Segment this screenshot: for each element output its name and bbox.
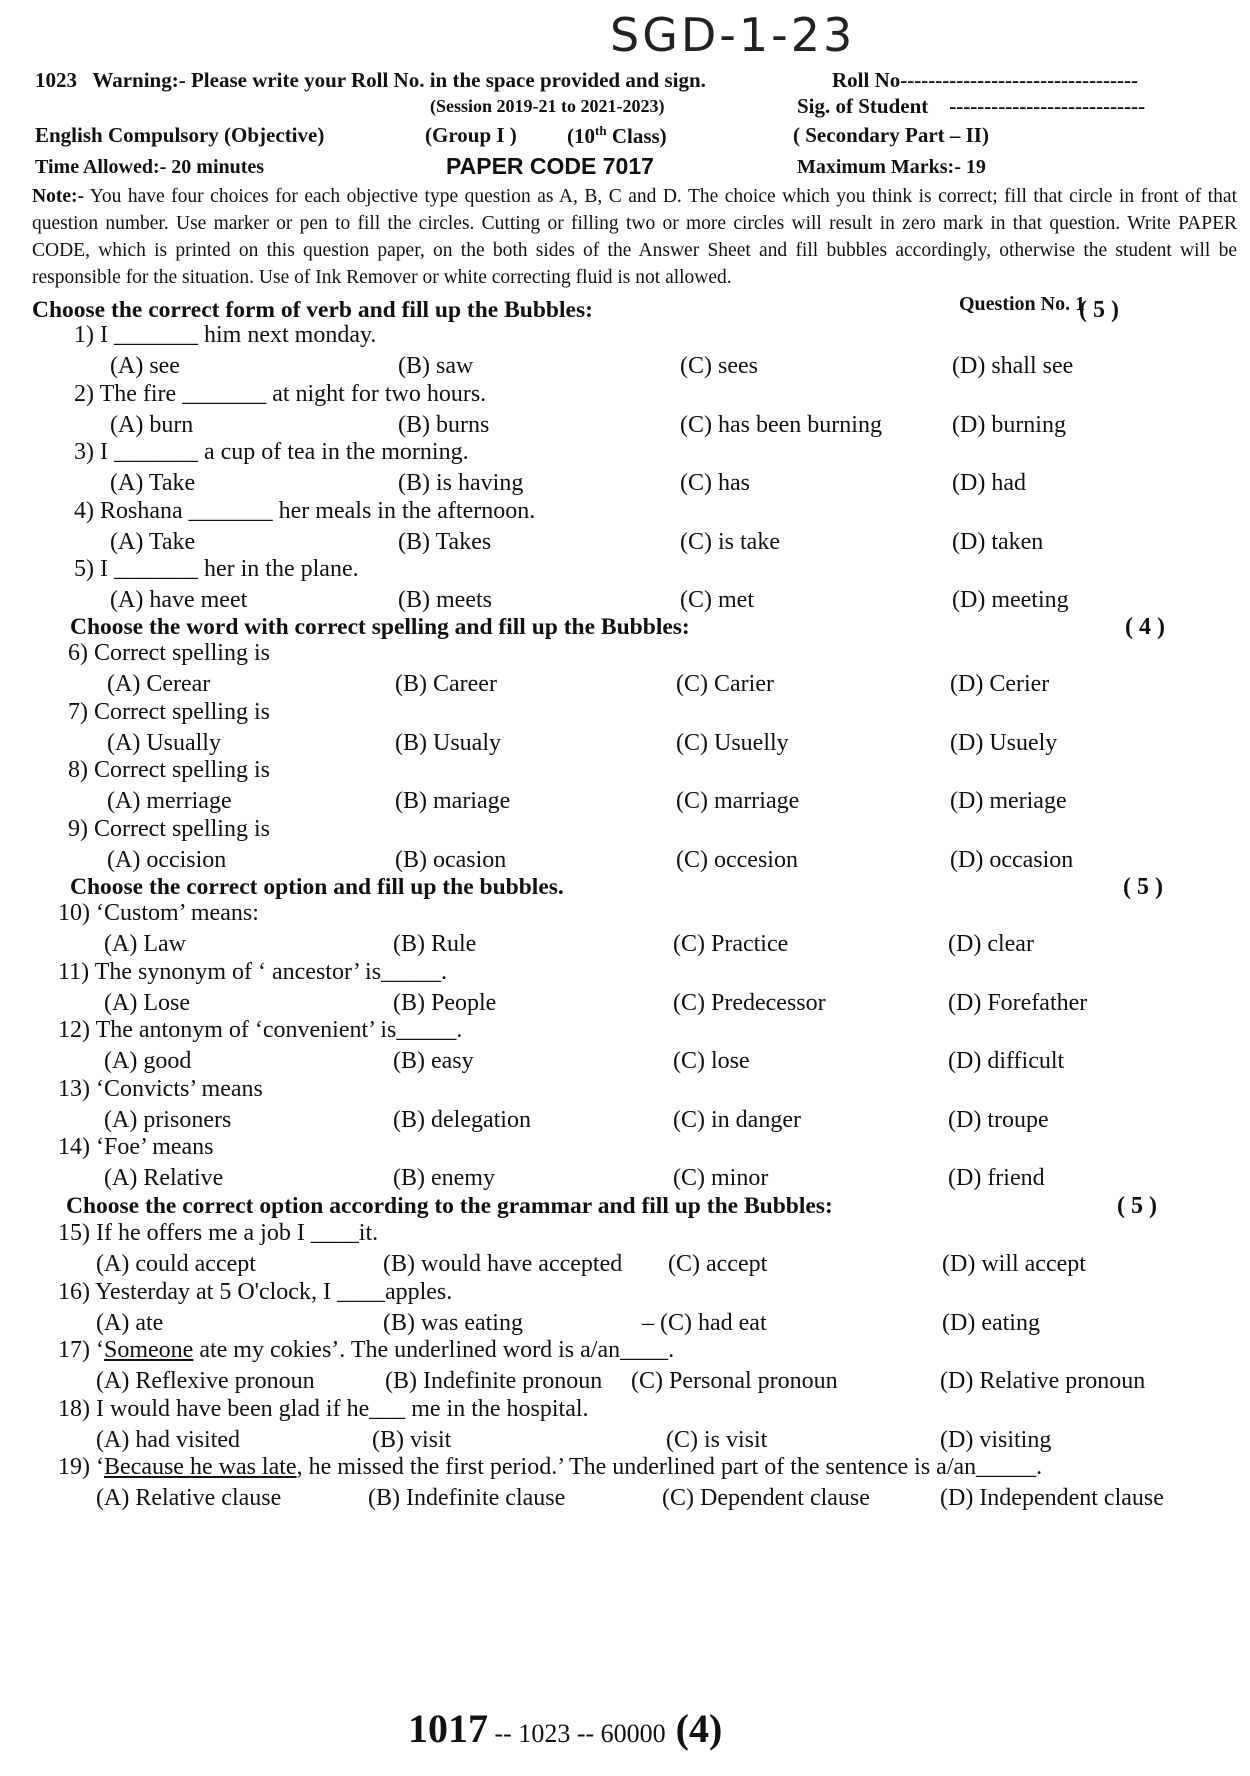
answer-option: (A) Usually [107, 730, 221, 756]
section-marks: ( 5 ) [1117, 1193, 1157, 1219]
answer-option: (B) Rule [393, 931, 477, 957]
answer-option: (D) Forefather [948, 990, 1088, 1016]
question-number: 18) [58, 1396, 90, 1422]
answer-option: (C) minor [673, 1165, 769, 1191]
section-title: Choose the correct form of verb and fill up the Bubbles: [32, 297, 593, 323]
answer-option: (C) lose [673, 1048, 750, 1074]
answer-option: (B) burns [398, 412, 490, 438]
question-text: If he offers me a job I ____it. [96, 1220, 379, 1246]
answer-option: (A) had visited [96, 1427, 240, 1453]
question-text: ‘Custom’ means: [96, 900, 259, 926]
question-number: Question No. 1 [959, 293, 1086, 315]
answer-option: (A) Take [110, 529, 196, 555]
student-signature [797, 94, 1145, 119]
answer-option: (B) visit [372, 1427, 452, 1453]
question-text: ‘Foe’ means [96, 1134, 214, 1160]
class-superscript: th [595, 123, 607, 138]
roll-no-label: Roll No [832, 68, 901, 92]
answer-option: (D) burning [952, 412, 1066, 438]
answer-option: (A) Relative [104, 1165, 224, 1191]
question-text: Roshana _______ her meals in the afternoon. [100, 498, 536, 524]
section-marks: ( 5 ) [1079, 297, 1119, 323]
question-text: Correct spelling is [94, 816, 270, 842]
answer-option: (C) occesion [676, 847, 798, 873]
underlined-text: Because he was late [104, 1454, 297, 1480]
answer-option: (D) Cerier [950, 671, 1050, 697]
question-number: 4) [74, 498, 94, 524]
question-number: 7) [68, 699, 88, 725]
answer-option: (A) Relative clause [96, 1485, 282, 1511]
question-number: 14) [58, 1134, 90, 1160]
answer-option: (D) troupe [948, 1107, 1049, 1133]
answer-option: (C) Usuelly [676, 730, 789, 756]
question-stem [74, 498, 535, 525]
question-number: 6) [68, 640, 88, 666]
answer-option: (C) in danger [673, 1107, 801, 1133]
answer-option: (B) easy [393, 1048, 474, 1074]
answer-option: (A) have meet [110, 587, 248, 613]
question-text: ‘ [96, 1337, 104, 1363]
question-text: I _______ her in the plane. [100, 556, 359, 582]
answer-option: (A) see [110, 353, 180, 379]
answer-option: (C) sees [680, 353, 758, 379]
question-text: The synonym of ‘ ancestor’ is_____. [94, 959, 448, 985]
question-stem [74, 439, 469, 466]
answer-option: (A) Take [110, 470, 196, 496]
signature-field: ---------------------------- [949, 94, 1146, 118]
handwritten-code: SGD-1-23 [610, 8, 856, 62]
note-label: Note:- [32, 186, 84, 207]
answer-option: (D) clear [948, 931, 1034, 957]
answer-option: (B) Usualy [395, 730, 501, 756]
section-title: Choose the correct option and fill up the bubbles. [70, 874, 564, 900]
answer-option: (C) accept [668, 1251, 768, 1277]
question-stem [58, 1134, 214, 1161]
answer-option: (B) Indefinite clause [368, 1485, 566, 1511]
answer-option: (A) merriage [107, 788, 232, 814]
question-stem [58, 1396, 589, 1423]
instructions-note [32, 183, 1237, 291]
answer-option: (B) Indefinite pronoun [385, 1368, 603, 1394]
class-word: Class [611, 124, 660, 148]
answer-option: (D) taken [952, 529, 1044, 555]
section-title: Choose the word with correct spelling and fill up the Bubbles: [70, 614, 690, 640]
answer-option: (D) visiting [940, 1427, 1052, 1453]
question-stem [74, 322, 376, 349]
answer-option: (C) Personal pronoun [631, 1368, 838, 1394]
roll-no-field: ---------------------------------- [900, 68, 1139, 92]
section-marks: ( 5 ) [1123, 874, 1163, 900]
answer-option: (A) burn [110, 412, 194, 438]
question-text: I would have been glad if he___ me in the hospital. [96, 1396, 589, 1422]
footer-code [408, 1705, 722, 1752]
question-text: The antonym of ‘convenient’ is_____. [95, 1017, 463, 1043]
answer-option: (B) delegation [393, 1107, 531, 1133]
maximum-marks: Maximum Marks:- 19 [797, 156, 986, 178]
answer-option: (B) ocasion [395, 847, 507, 873]
answer-option: (A) Lose [104, 990, 190, 1016]
signature-label: Sig. of Student [797, 94, 929, 118]
answer-option: (D) difficult [948, 1048, 1065, 1074]
footer-print-run: -- 1023 -- 60000 [488, 1719, 666, 1748]
answer-option: (D) eating [942, 1310, 1040, 1336]
warning-text: Warning:- Please write your Roll No. in the space provided and sign. [92, 68, 706, 92]
question-number: 12) [58, 1017, 90, 1043]
question-text: , he missed the first period.’ The underlined part of the sentence is a/an_____. [296, 1454, 1043, 1480]
question-stem [74, 381, 486, 408]
answer-option: (B) Career [395, 671, 497, 697]
question-stem [68, 699, 270, 726]
session: (Session 2019-21 to 2021-2023) [430, 96, 665, 116]
section-title: Choose the correct option according to the grammar and fill up the Bubbles: [66, 1193, 833, 1219]
underlined-text: Someone [104, 1337, 194, 1363]
answer-option: (D) will accept [942, 1251, 1086, 1277]
section-marks: ( 4 ) [1125, 614, 1165, 640]
part: ( Secondary Part – II) [793, 123, 989, 147]
answer-option: (C) has [680, 470, 750, 496]
answer-option: (B) mariage [395, 788, 511, 814]
answer-option: (B) meets [398, 587, 492, 613]
question-text: Correct spelling is [94, 699, 270, 725]
question-text: ate my cokies’. The underlined word is a/an____. [193, 1337, 675, 1363]
question-number: 3) [74, 439, 94, 465]
answer-option: (C) has been burning [680, 412, 882, 438]
question-stem [58, 1279, 452, 1306]
class: (10th Class) [567, 123, 667, 148]
answer-option: (B) saw [398, 353, 474, 379]
answer-option: (D) friend [948, 1165, 1045, 1191]
answer-option: (C) Dependent clause [662, 1485, 870, 1511]
footer-main-code: 1017 [408, 1706, 488, 1751]
answer-option: (C) Carier [676, 671, 774, 697]
question-stem [58, 1220, 378, 1247]
answer-option: (C) is take [680, 529, 780, 555]
answer-option: (D) Independent clause [940, 1485, 1164, 1511]
answer-option: (D) occasion [950, 847, 1074, 873]
answer-option: (C) Predecessor [673, 990, 826, 1016]
answer-option: (A) could accept [96, 1251, 256, 1277]
answer-option: (B) People [393, 990, 497, 1016]
answer-option: (B) is having [398, 470, 524, 496]
answer-option: (A) occision [107, 847, 227, 873]
question-text: Correct spelling is [94, 757, 270, 783]
answer-option: (C) marriage [676, 788, 800, 814]
question-text: The fire _______ at night for two hours. [99, 381, 487, 407]
question-stem [58, 959, 447, 986]
question-number: 16) [58, 1279, 90, 1305]
question-number: 13) [58, 1076, 90, 1102]
answer-option: (C) met [680, 587, 754, 613]
answer-option: (A) Law [104, 931, 186, 957]
answer-option: (B) would have accepted [383, 1251, 623, 1277]
answer-option: (A) ate [96, 1310, 164, 1336]
answer-option: (D) meriage [950, 788, 1067, 814]
answer-option: (B) enemy [393, 1165, 495, 1191]
question-text: Yesterday at 5 O'clock, I ____apples. [95, 1279, 453, 1305]
paper-code: PAPER CODE 7017 [446, 153, 654, 179]
class-number: 10 [574, 124, 595, 148]
roll-no [832, 68, 1138, 93]
answer-option: (D) Relative pronoun [940, 1368, 1146, 1394]
question-stem [58, 1337, 674, 1364]
answer-option: (A) Reflexive pronoun [96, 1368, 315, 1394]
subject: English Compulsory (Objective) [35, 123, 325, 147]
question-number: 19) [58, 1454, 90, 1480]
question-stem [58, 1076, 263, 1103]
question-stem [58, 1454, 1042, 1481]
question-text: I _______ him next monday. [100, 322, 377, 348]
answer-option: (A) prisoners [104, 1107, 232, 1133]
answer-option: (C) Practice [673, 931, 789, 957]
question-stem [58, 1017, 462, 1044]
question-number: 8) [68, 757, 88, 783]
answer-option: (B) Takes [398, 529, 492, 555]
answer-option: (D) shall see [952, 353, 1074, 379]
note-text: You have four choices for each objective type question as A, B, C and D. The choice which you think is correct; fill that circle in front of that question number. Use marker or pen to fill the circles. Cutting or filling two or more circles will result in zero mark in that question. Write PAPER CODE, which is printed on this question paper, on the both sides of the Answer Sheet and fill bubbles accordingly, otherwise the student will be responsible for the situation. Use of Ink Remover or white correcting fluid is not allowed. [32, 186, 1237, 288]
answer-option: (D) Usuely [950, 730, 1058, 756]
question-number: 10) [58, 900, 90, 926]
answer-option: (B) was eating [383, 1310, 523, 1336]
question-stem [68, 816, 270, 843]
question-number: 1) [74, 322, 94, 348]
time-allowed: Time Allowed:- 20 minutes [35, 156, 265, 178]
group: (Group I ) [425, 123, 517, 147]
question-number: 2) [74, 381, 94, 407]
question-text: ‘Convicts’ means [96, 1076, 263, 1102]
answer-option: (A) good [104, 1048, 192, 1074]
question-stem [58, 900, 259, 927]
footer-count: (4) [675, 1706, 723, 1751]
question-stem [68, 757, 270, 784]
question-stem [68, 640, 270, 667]
question-number: 5) [74, 556, 94, 582]
answer-option: (D) had [952, 470, 1026, 496]
question-text: Correct spelling is [94, 640, 270, 666]
answer-option: (C) is visit [666, 1427, 768, 1453]
question-stem [74, 556, 359, 583]
question-number: 17) [58, 1337, 90, 1363]
question-text: ‘ [96, 1454, 104, 1480]
warning-line [35, 68, 706, 93]
answer-option: (D) meeting [952, 587, 1069, 613]
paper-number: 1023 [35, 68, 77, 92]
question-text: I _______ a cup of tea in the morning. [100, 439, 469, 465]
question-number: 11) [58, 959, 90, 985]
answer-option: – (C) had eat [642, 1310, 767, 1336]
question-number: 15) [58, 1220, 90, 1246]
answer-option: (A) Cerear [107, 671, 211, 697]
question-number: 9) [68, 816, 88, 842]
